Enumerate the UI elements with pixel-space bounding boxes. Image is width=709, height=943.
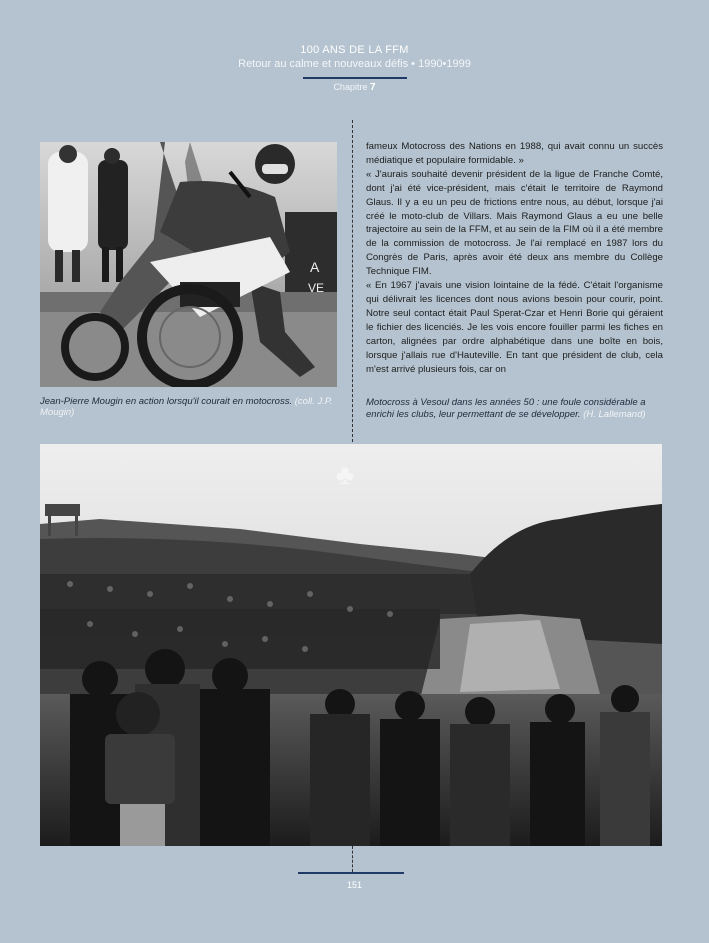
chapter-word: Chapitre [333,82,368,92]
footer-rule [298,872,404,874]
crowd-photo-image [40,444,662,846]
svg-text:A: A [310,259,320,275]
body-text-column [366,140,663,376]
chapter-number: 7 [369,82,376,93]
rider-photo [40,142,337,387]
caption-credit: (coll. J.P. Mougin) [40,396,333,418]
rider-photo-caption [40,396,340,418]
caption-text: Jean-Pierre Mougin en action lorsqu'il courait en motocross. [40,396,293,407]
header-rule [303,77,407,79]
svg-text:VE: VE [308,281,325,295]
crowd-photo [40,444,662,846]
crowd-photo-caption [366,397,666,420]
book-title: 100 ANS DE LA FFM [300,44,409,56]
paragraph: « En 1967 j'avais une vision lointaine de la fédé. C'était l'organisme qui délivrait les licences dont nous avions besoin pour courir, point. Notre seul contact était Paul Sperat-Czar et Henri Borie qui géraient le fichier des licenciés. Je les vois encore fouiller parmi les fiches en carton, alignées par ordre alphabétique dans une boîte en bois, lorsque j'allais rue d'Hauteville. En tant que président de club, cela m'est arrivé plusieurs fois, car on [366,280,663,375]
svg-text:♣: ♣ [335,460,355,491]
page-header [0,44,709,93]
rider-photo-image [40,142,337,387]
book-subtitle: Retour au calme et nouveaux défis • 1990•1999 [238,58,471,70]
caption-credit: (H. Lallemand) [583,408,646,420]
caption-text: Motocross à Vesoul dans les années 50 : une foule considérable a enrichi les clubs, leur permettant de se développer. [366,397,646,420]
page-number: 151 [346,880,363,890]
column-divider-bottom [352,846,353,872]
column-divider [352,120,353,442]
paragraph: « J'aurais souhaité devenir président de la ligue de Franche Comté, dont j'ai été vice-président, mais c'était le territoire de Raymond Glaus. Il y a eu un peu de frictions entre nous, au début, lorsque j'ai créé le moto-club de Villars. Mais Raymond Glaus a eu une belle trajectoire au sein de la FFM, et au sein de la FIM où il a été membre de la commission de motocross. Je l'ai remplacé en 1987 lors du Congrès de Paris, après avoir été deux ans membre du Collège Technique FIM. [366,168,663,278]
chapter-label [0,82,709,93]
paragraph: fameux Motocross des Nations en 1988, qui avait connu un succès médiatique et populaire formidable. » [366,141,663,166]
